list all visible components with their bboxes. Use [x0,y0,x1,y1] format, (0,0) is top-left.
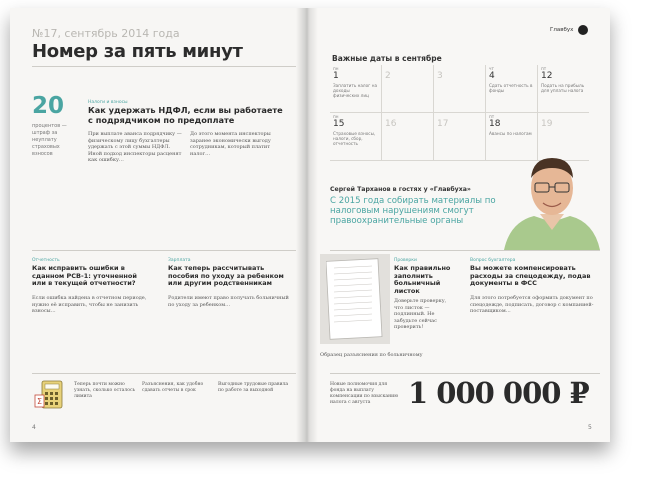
block3-body: Доверьте проверку, что листок — подлинный. Не забудьте сейчас проверить! [394,298,447,330]
feature-col-2: До этого момента инспекторы заранее экономически выгоду сотрудникам, который платит налог… [190,131,271,157]
block4-kicker: Вопрос бухгалтера [470,258,516,263]
block2-kicker: Зарплата [168,258,191,263]
section-badge [578,25,588,35]
big-stat-number: 20 [32,93,65,119]
calendar-cell: чт 4 Сдать отчетность в фонды [486,65,538,113]
svg-text:Σ: Σ [37,397,43,406]
calendar-cell: пт 12 Подать на прибыль для уплаты налога [538,65,589,113]
section-label: Главбух [550,27,574,33]
page-number-right: 5 [588,424,592,431]
money-rule [330,373,600,374]
calendar-cell: 3 [434,65,486,113]
calendar-cell: 17 [434,113,486,161]
block3-headline: Как правильно заполнить больничный листок [394,264,451,295]
guest-quote: С 2015 года собирать материалы по налоговым нарушениям смогут правоохранительные органы [330,196,496,227]
tip-2: Разъяснения, как удобно сдавать отчеты в срок [142,382,204,393]
calendar-title: Важные даты в сентябре [332,54,442,63]
money-note: Новые полномочия для фонда на выплату компенсации по взысканию налога с августа [330,382,399,405]
calculator-icon [34,380,68,410]
tip-3: Выгодные трудовые правила по работе за выходной [218,382,289,393]
calendar-cell: 16 [382,113,434,161]
spine-shadow [296,8,318,442]
right-page [310,8,610,442]
sick-leave-document-image [326,258,384,340]
feature-col-1: При выплате аванса подрядчику — физическому лицу бухгалтеры удержать с этой суммы НДФЛ. Иной подход инспекторы расценят как ошибку… [88,131,182,163]
page-number-left: 4 [32,424,36,431]
tips-rule [32,373,296,374]
section-rule [330,250,600,251]
calendar-cell: пн 1 Заплатить налог на доходы физических лиц [330,65,382,113]
title-rule [32,66,296,67]
calendar-cell: 19 [538,113,589,161]
page-title: Номер за пять минут [32,41,243,62]
guest-name: Сергей Тарханов в гостях у «Главбуха» [330,186,471,193]
calendar-cell: пн 15 Страховые взносы, налоги, сбор, отчетность [330,113,382,161]
feature-kicker: Налоги и взносы [88,100,128,105]
feature-headline: Как удержать НДФЛ, если вы работаете с подрядчиком по предоплате [88,105,283,125]
block4-body: Для этого потребуется оформить документ по спецодежде, подписать, договор с компанией-поставщиком… [470,295,594,314]
tip-1: Теперь почти можно узнать, сколько осталось лимита [74,382,136,399]
document-caption: Образец разъяснения по больничному [320,352,423,358]
section-rule [32,250,296,251]
block1-body: Если ошибка найдена в отчетном периоде, нужно её исправить, чтобы не занизить взносы… [32,295,147,314]
issue-line: №17, сентябрь 2014 года [32,27,180,40]
block3-kicker: Проверки [394,258,417,263]
magazine-spread [10,8,610,442]
big-stat-caption: процентов — штраф за неуплату страховых взносов [32,123,67,157]
block2-body: Родители имеют право получать больничный по уходу за ребенком… [168,295,289,308]
block1-headline: Как исправить ошибки в сданном РСВ-1: уточненной или в текущей отчетности? [32,264,137,287]
big-money-figure: 1 000 000 ₽ [408,376,589,410]
block2-headline: Как теперь рассчитывать пособия по уходу за ребенком или другим родственникам [168,264,284,287]
block4-headline: Вы можете компенсировать расходы за спецодежду, подав документы в ФСС [470,264,591,287]
block1-kicker: Отчетность [32,258,60,263]
left-page [10,8,302,442]
calendar-cell: 2 [382,65,434,113]
calendar-cell: пт 18 Авансы по налогам [486,113,538,161]
